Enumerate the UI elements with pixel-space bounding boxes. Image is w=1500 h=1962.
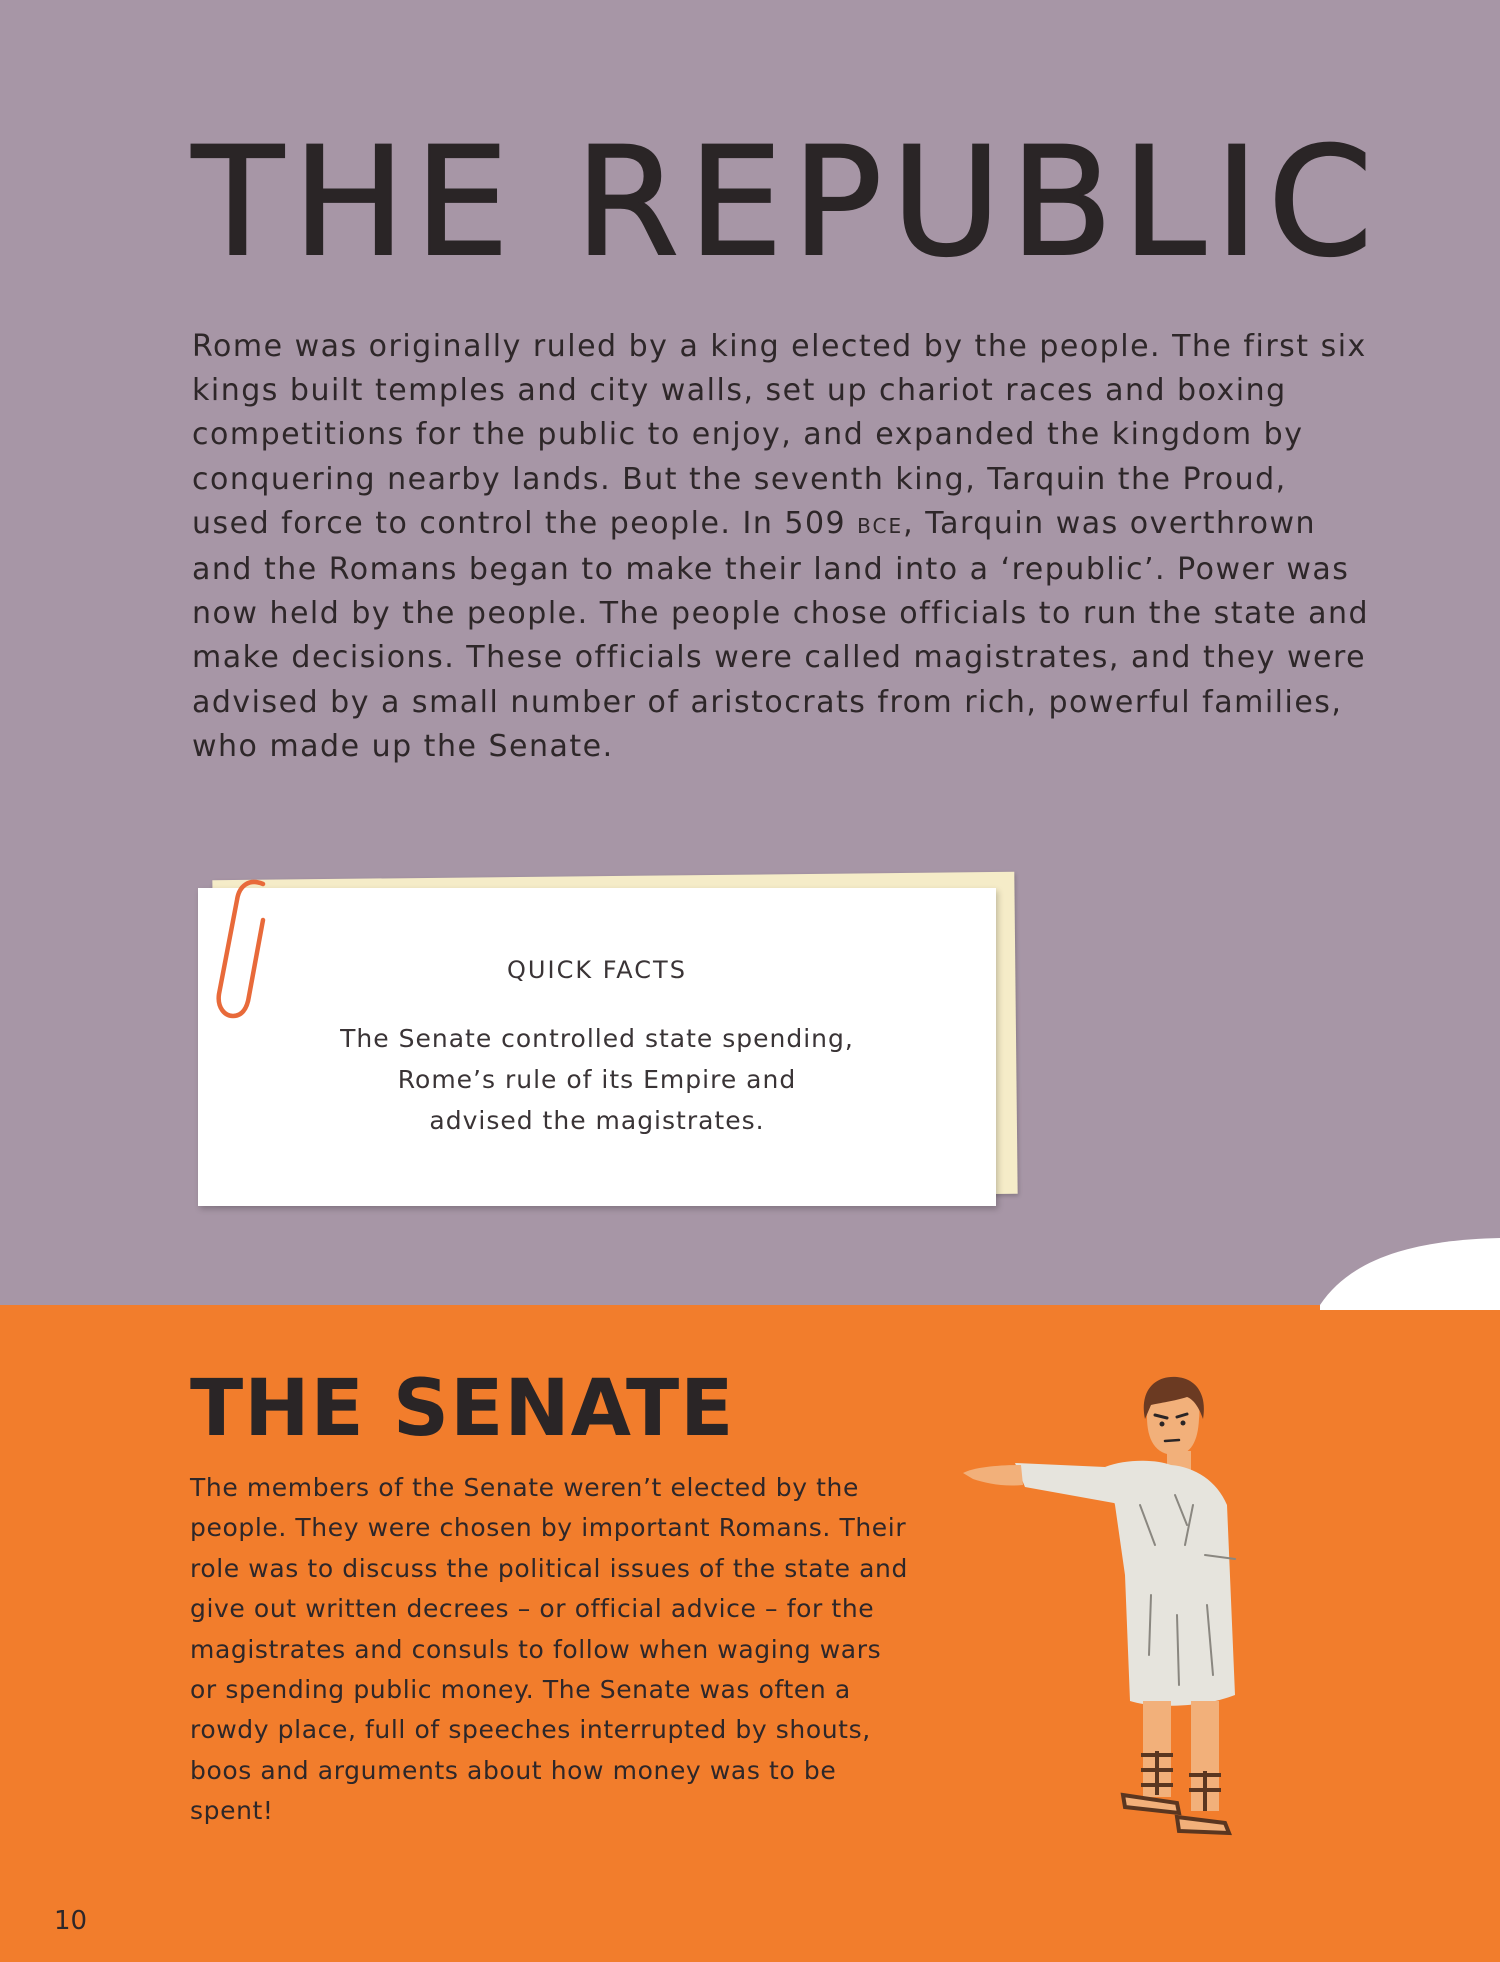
republic-title: THE REPUBLIC: [192, 116, 1382, 290]
quick-facts-line-1: The Senate controlled state spending,: [340, 1024, 854, 1053]
republic-body-part2: , Tarquin was overthrown and the Romans began to make their land into a ‘republic’. Power was now held by the people. The people chose officials to run the state and make decisions. These officials were called magistrates, and they were advised by a small number of aristocrats from rich, powerful families, who made up the Senate.: [192, 505, 1370, 764]
senate-body: The members of the Senate weren’t elected by the people. They were chosen by important Romans. Their role was to discuss the political issues of the state and give out written decrees – or official advice – for the magistrates and consuls to follow when waging wars or spending public money. The Senate was often a rowdy place, full of speeches interrupted by shouts, boos and arguments about how money was to be spent!: [190, 1473, 908, 1826]
quick-facts-title: QUICK FACTS: [507, 956, 687, 984]
quick-facts-body: [198, 1018, 996, 1141]
page-number: 10: [54, 1906, 88, 1936]
republic-body: [192, 325, 1372, 769]
paperclip-icon: [205, 876, 275, 1026]
quick-facts-line-3: advised the magistrates.: [429, 1106, 765, 1135]
republic-body-part1: Rome was originally ruled by a king elected by the people. The first six kings built temples and city walls, set up chariot races and boxing competitions for the public to enjoy, and expanded the kingdom by conquering nearby lands. But the seventh king, Tarquin the Proud, used force to control the people. In 509: [192, 329, 1367, 541]
senate-title: THE SENATE: [190, 1364, 735, 1454]
roman-senator-illustration: [955, 1355, 1285, 1875]
era-label: BCE: [857, 513, 904, 538]
decorative-white-curve: [1320, 1200, 1500, 1310]
quick-facts-line-2: Rome’s rule of its Empire and: [397, 1065, 797, 1094]
